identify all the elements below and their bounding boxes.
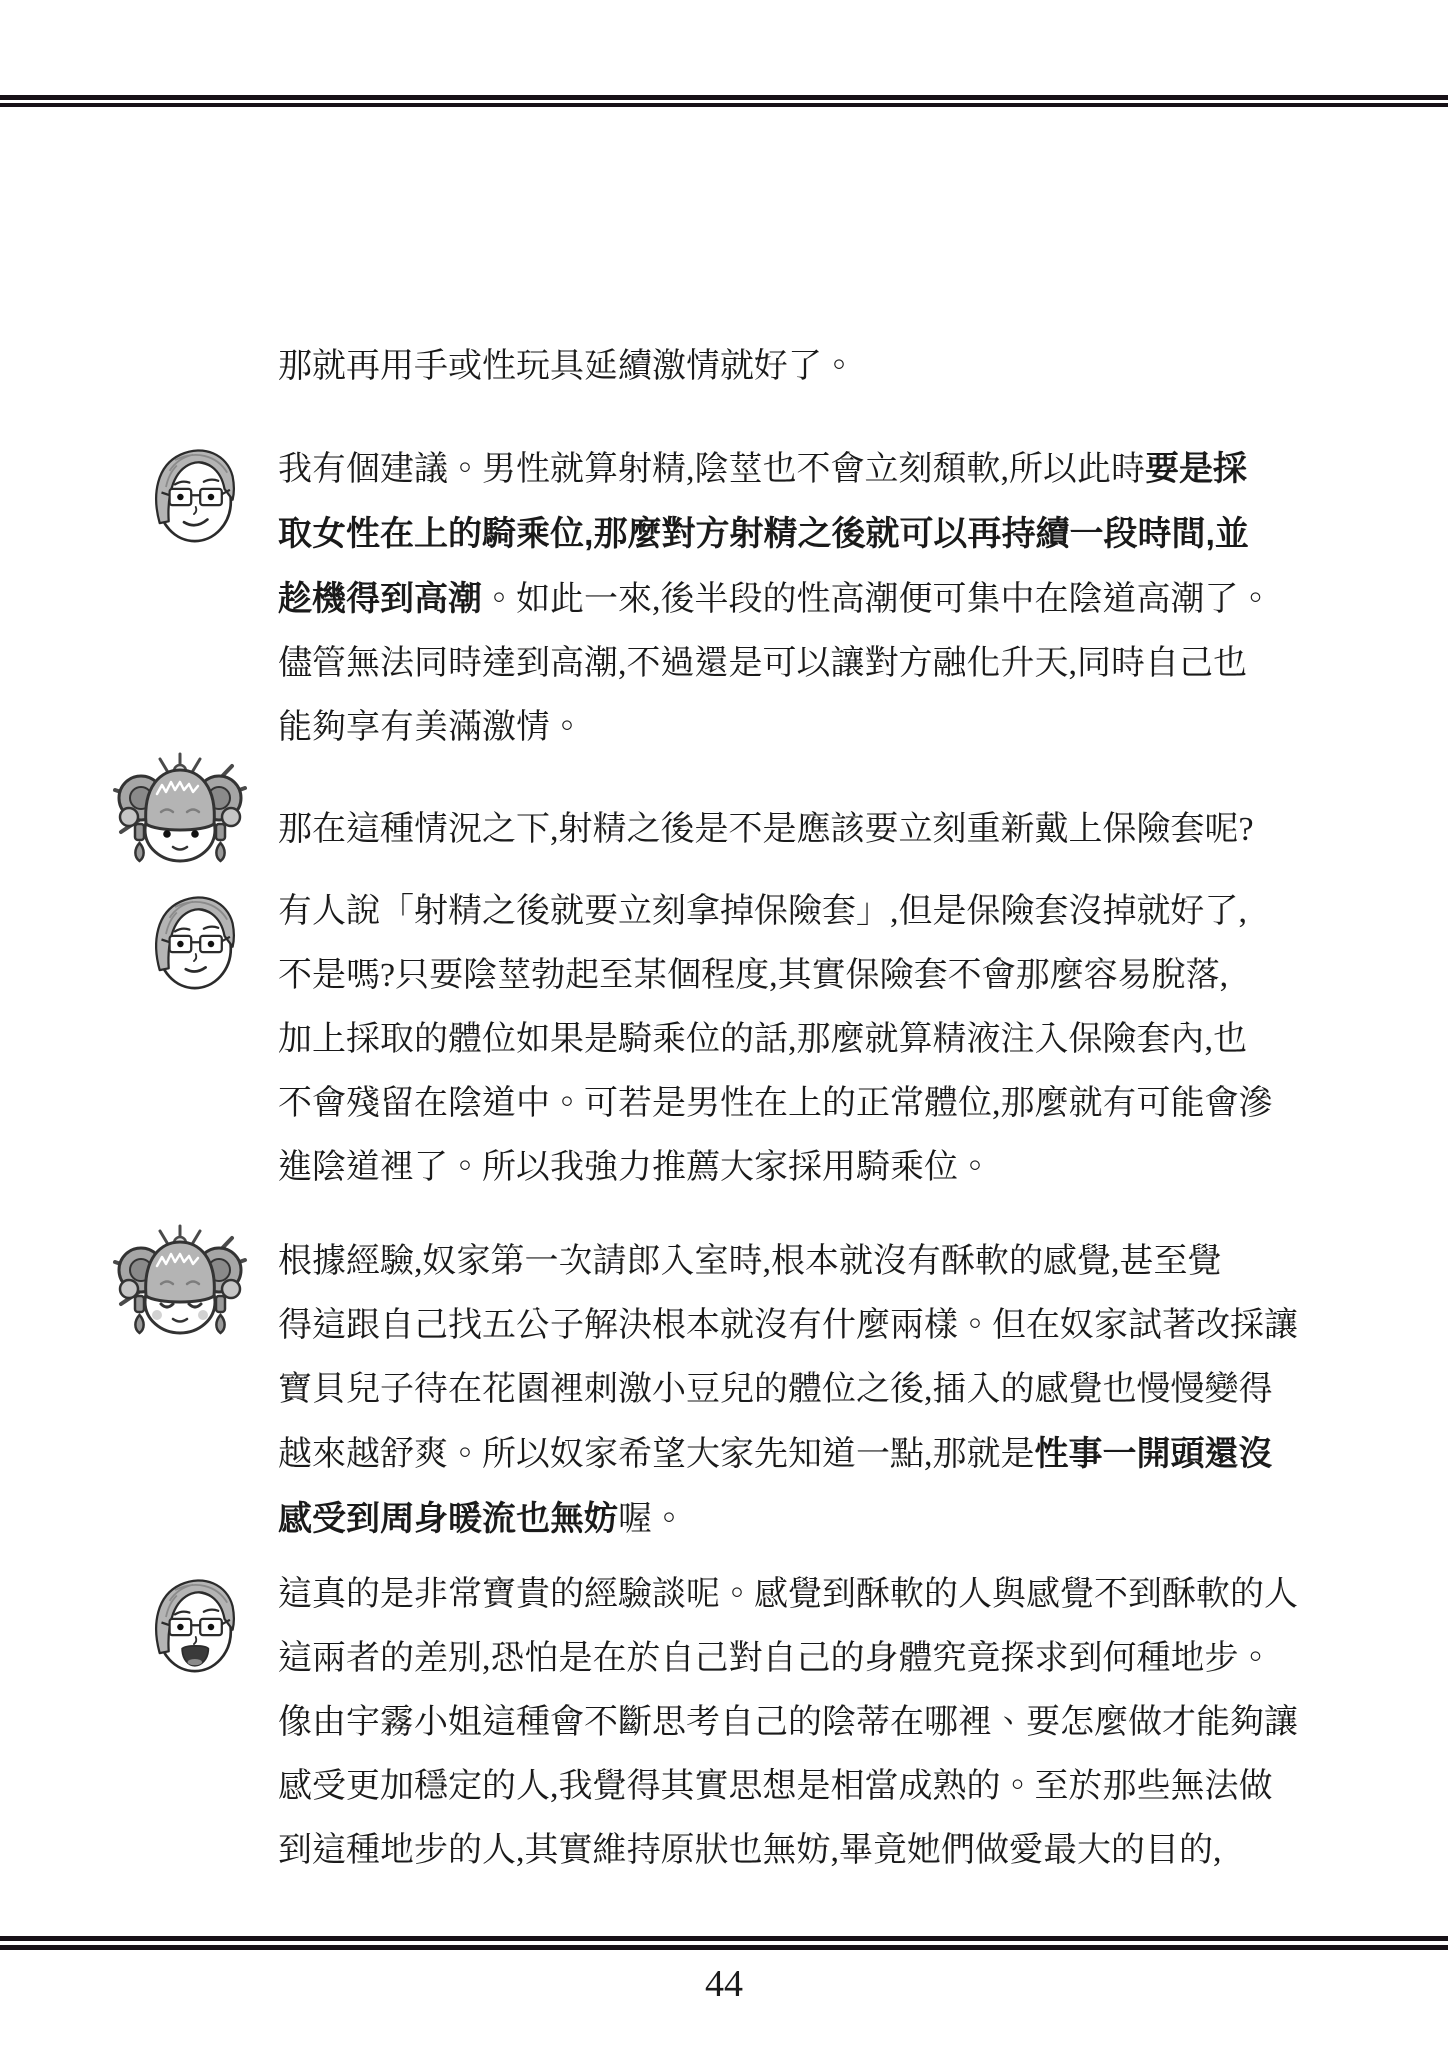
text-line	[278, 335, 1292, 399]
text-segment: 取女性在上的騎乘位,那麼對方射精之後就可以再持續一段時間,並	[278, 515, 1249, 553]
text-segment: 這兩者的差別,恐怕是在於自己對自己的身體究竟探求到何種地步。	[278, 1640, 1273, 1677]
text-segment: 有人說「射精之後就要立刻拿掉保險套」,但是保險套沒掉就好了,	[278, 893, 1247, 930]
text-segment: 這真的是非常寶貴的經驗談呢。感覺到酥軟的人與感覺不到酥軟的人	[278, 1576, 1298, 1613]
text-line	[278, 1563, 1298, 1627]
text-line	[278, 1294, 1298, 1358]
dialogue-text	[278, 437, 1292, 760]
doctor-paragraph	[278, 880, 1292, 1200]
text-segment: 加上採取的體位如果是騎乘位的話,那麼就算精液注入保險套內,也	[278, 1021, 1247, 1058]
text-segment: 那在這種情況之下,射精之後是不是應該要立刻重新戴上保險套呢?	[278, 811, 1254, 848]
text-segment: 寶貝兒子待在花園裡刺激小豆兒的體位之後,插入的感覺也慢慢變得	[278, 1371, 1273, 1408]
top-double-rule	[0, 95, 1448, 107]
text-line	[278, 1627, 1292, 1691]
text-segment: 得這跟自己找五公子解決根本就沒有什麼兩樣。但在奴家試著改採讓	[278, 1307, 1298, 1344]
text-segment: 。如此一來,後半段的性高潮便可集中在陰道高潮了。	[482, 581, 1273, 618]
text-line	[278, 1691, 1298, 1755]
text-segment: 不會殘留在陰道中。可若是男性在上的正常體位,那麼就有可能會滲	[278, 1085, 1273, 1122]
text-line	[278, 437, 1292, 502]
text-line	[278, 944, 1292, 1008]
doctor-avatar-icon	[148, 1573, 238, 1681]
text-segment: 到這種地步的人,其實維持原狀也無妨,畢竟她們做愛最大的目的,	[278, 1832, 1222, 1869]
text-segment: 感受更加穩定的人,我覺得其實思想是相當成熟的。至於那些無法做	[278, 1768, 1273, 1805]
dialogue-text	[278, 880, 1292, 1200]
text-segment: 進陰道裡了。所以我強力推薦大家採用騎乘位。	[278, 1149, 992, 1186]
text-line	[278, 1819, 1292, 1883]
text-line	[278, 880, 1292, 944]
doctor-paragraph	[278, 437, 1292, 760]
text-line	[278, 1358, 1292, 1422]
text-segment: 趁機得到高潮	[278, 580, 482, 618]
text-segment: 根據經驗,奴家第一次請郎入室時,根本就沒有酥軟的感覺,甚至覺	[278, 1243, 1222, 1280]
text-segment: 越來越舒爽。所以奴家希望大家先知道一點,那就是	[278, 1436, 1035, 1473]
text-segment: 感受到周身暖流也無妨	[278, 1500, 618, 1538]
page-number: 44	[705, 1963, 743, 2005]
doctor-avatar-icon	[148, 443, 238, 551]
text-line	[278, 1008, 1292, 1072]
bottom-double-rule	[0, 1936, 1448, 1950]
narration-paragraph	[278, 335, 1292, 399]
dialogue-text	[278, 798, 1292, 862]
text-line	[278, 798, 1292, 862]
text-segment: 要是採	[1145, 450, 1247, 488]
text-segment: 性事一開頭還沒	[1034, 1435, 1273, 1473]
text-segment: 能夠享有美滿激情。	[278, 709, 584, 746]
text-line	[278, 632, 1292, 696]
dialogue-text	[278, 1563, 1298, 1883]
text-line	[278, 567, 1292, 632]
text-line	[278, 1230, 1292, 1294]
text-segment: 儘管無法同時達到高潮,不過還是可以讓對方融化升天,同時自己也	[278, 645, 1247, 682]
text-line	[278, 1755, 1292, 1819]
text-line	[278, 502, 1292, 567]
text-line	[278, 1487, 1292, 1552]
text-segment: 我有個建議。男性就算射精,陰莖也不會立刻頹軟,所以此時	[278, 451, 1145, 488]
courtesan-avatar-icon	[104, 750, 256, 870]
text-line	[278, 1136, 1292, 1200]
text-segment: 喔。	[618, 1501, 686, 1538]
text-line	[278, 1072, 1292, 1136]
text-line	[278, 696, 1292, 760]
text-segment: 那就再用手或性玩具延續激情就好了。	[278, 348, 856, 385]
text-segment: 像由宇霧小姐這種會不斷思考自己的陰蒂在哪裡、要怎麼做才能夠讓	[278, 1704, 1298, 1741]
dialogue-text	[278, 335, 1292, 399]
courtesan-paragraph	[278, 1230, 1298, 1552]
doctor-avatar-icon	[148, 890, 238, 998]
doctor-paragraph	[278, 1563, 1298, 1883]
text-segment: 不是嗎?只要陰莖勃起至某個程度,其實保險套不會那麼容易脫落,	[278, 957, 1229, 994]
dialogue-text	[278, 1230, 1298, 1552]
courtesan-paragraph	[278, 798, 1292, 862]
courtesan-avatar-icon	[104, 1222, 256, 1342]
text-line	[278, 1422, 1292, 1487]
